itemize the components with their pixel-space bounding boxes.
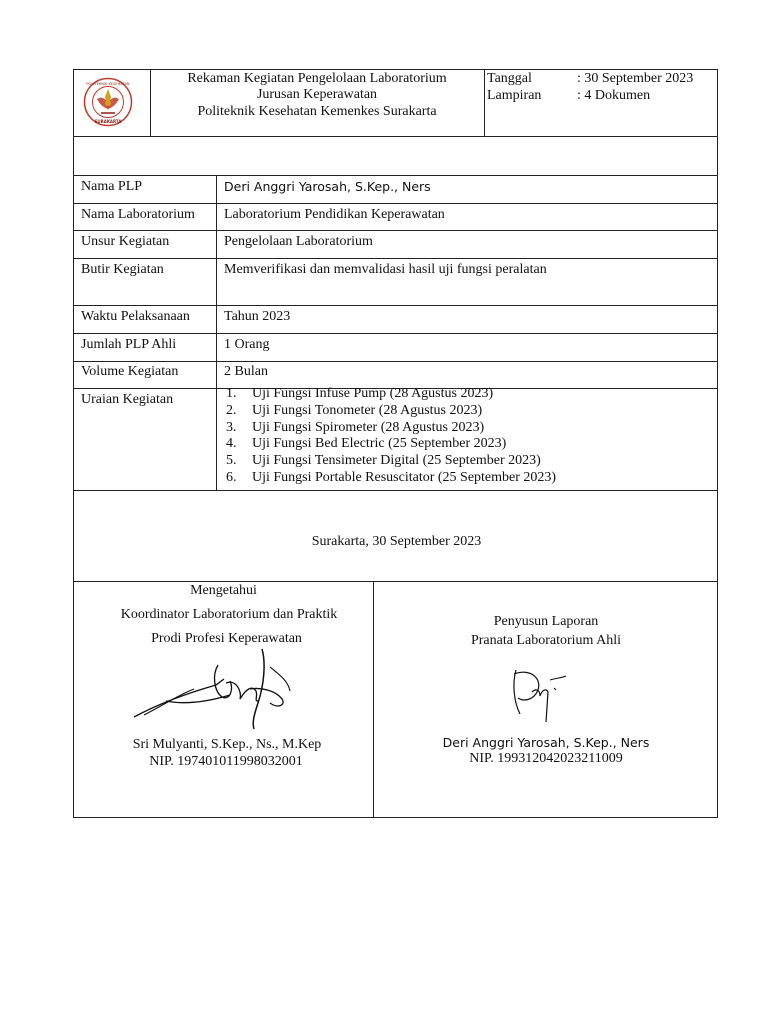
place-date: Surakarta, 30 September 2023 (311, 534, 482, 549)
list-item-text: Uji Fungsi Tonometer (28 Agustus 2023) (252, 402, 483, 418)
row-label-butir-kegiatan: Butir Kegiatan (81, 262, 164, 277)
institution-logo (83, 77, 133, 127)
list-item (226, 453, 556, 470)
right-signer-nip: NIP. 199312042023211009 (469, 751, 623, 766)
row-label-uraian-kegiatan: Uraian Kegiatan (81, 392, 174, 407)
header-title-line1: Rekaman Kegiatan Pengelolaan Laboratorium (187, 71, 447, 86)
divider (484, 70, 485, 137)
header-title-line2: Jurusan Keperawatan (256, 87, 378, 102)
list-item-text: Uji Fungsi Bed Electric (25 September 2023) (252, 436, 507, 452)
divider (74, 361, 717, 362)
list-item-number: 4. (226, 436, 237, 452)
row-value-waktu-pelaksanaan: Tahun 2023 (224, 309, 291, 324)
list-item-text: Uji Fungsi Spirometer (28 Agustus 2023) (252, 419, 485, 435)
row-label-volume-kegiatan: Volume Kegiatan (81, 364, 179, 379)
logo-text-top: POLITEKNIK KESEHATAN (86, 82, 130, 87)
divider (74, 136, 717, 137)
list-item-number: 2. (226, 402, 237, 418)
row-value-volume-kegiatan: 2 Bulan (224, 364, 268, 379)
row-label-waktu-pelaksanaan: Waktu Pelaksanaan (81, 309, 190, 324)
list-item (226, 386, 556, 403)
lampiran-label: Lampiran (487, 88, 542, 103)
row-value-nama-plp: Deri Anggri Yarosah, S.Kep., Ners (224, 179, 431, 194)
right-signer-name: Deri Anggri Yarosah, S.Kep., Ners (442, 735, 650, 750)
divider (74, 230, 717, 231)
left-signer-name: Sri Mulyanti, S.Kep., Ns., M.Kep (132, 737, 322, 752)
row-value-butir-kegiatan: Memverifikasi dan memvalidasi hasil uji fungsi peralatan (224, 262, 547, 277)
list-item (226, 420, 556, 437)
list-item-text: Uji Fungsi Infuse Pump (28 Agustus 2023) (252, 386, 494, 401)
divider (74, 258, 717, 259)
lampiran-value: : 4 Dokumen (577, 88, 651, 103)
left-signer-nip: NIP. 197401011998032001 (149, 754, 303, 769)
signature-left (130, 645, 300, 730)
list-item-number: 5. (226, 453, 237, 469)
row-value-jumlah-plp-ahli: 1 Orang (224, 337, 270, 352)
left-sign-line1: Mengetahui (190, 583, 257, 598)
list-item-text: Uji Fungsi Tensimeter Digital (25 September 2023) (252, 453, 541, 469)
divider (74, 333, 717, 334)
row-value-unsur-kegiatan: Pengelolaan Laboratorium (224, 234, 373, 249)
row-label-nama-laboratorium: Nama Laboratorium (81, 207, 195, 222)
list-item-text: Uji Fungsi Portable Resuscitator (25 September 2023) (252, 469, 557, 485)
logo-text-bottom: SURAKARTA (94, 119, 122, 124)
signature-right (502, 662, 572, 726)
right-sign-line2: Pranata Laboratorium Ahli (470, 633, 622, 648)
tanggal-label: Tanggal (487, 71, 532, 86)
uraian-kegiatan-list (226, 386, 556, 487)
left-sign-line3: Prodi Profesi Keperawatan (151, 631, 302, 646)
activity-record-form (73, 69, 718, 818)
list-item-number: 6. (226, 469, 237, 485)
divider (74, 581, 717, 582)
row-label-unsur-kegiatan: Unsur Kegiatan (81, 234, 170, 249)
list-item (226, 470, 556, 487)
divider (74, 490, 717, 491)
divider (216, 175, 217, 491)
left-sign-line2: Koordinator Laboratorium dan Praktik (120, 607, 338, 622)
list-item-number: 1. (226, 386, 237, 401)
right-sign-line1: Penyusun Laporan (493, 614, 599, 629)
row-label-jumlah-plp-ahli: Jumlah PLP Ahli (81, 337, 177, 352)
row-label-nama-plp: Nama PLP (81, 179, 143, 194)
list-item (226, 403, 556, 420)
header-title-line3: Politeknik Kesehatan Kemenkes Surakarta (197, 104, 437, 119)
divider (74, 175, 717, 176)
divider (74, 203, 717, 204)
row-value-nama-laboratorium: Laboratorium Pendidikan Keperawatan (224, 207, 445, 222)
list-item (226, 436, 556, 453)
tanggal-value: : 30 September 2023 (577, 71, 694, 86)
divider (74, 305, 717, 306)
list-item-number: 3. (226, 419, 237, 435)
header-title (150, 71, 484, 120)
